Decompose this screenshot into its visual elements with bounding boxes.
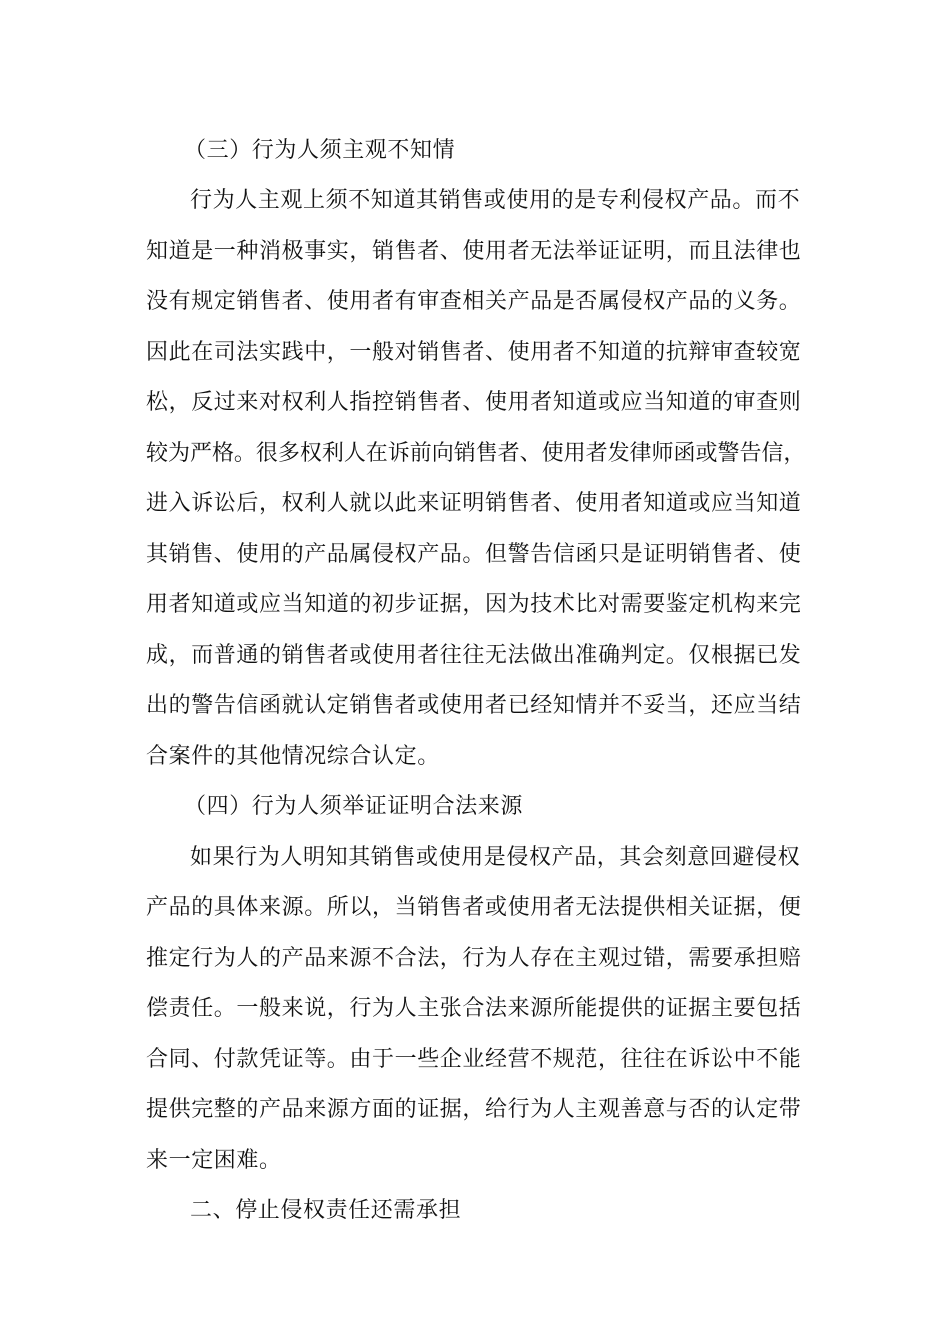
paragraph-line: 产品的具体来源。所以，当销售者或使用者无法提供相关证据，便 <box>146 895 802 920</box>
paragraph-line: 成，而普通的销售者或使用者往往无法做出准确判定。仅根据已发 <box>146 643 802 668</box>
paragraph-line: 如果行为人明知其销售或使用是侵权产品，其会刻意回避侵权 <box>190 845 801 870</box>
paragraph-line: 知道是一种消极事实，销售者、使用者无法举证证明，而且法律也 <box>146 239 802 264</box>
paragraph-line: 其销售、使用的产品属侵权产品。但警告信函只是证明销售者、使 <box>146 542 802 567</box>
subheading-3: （三）行为人须主观不知情 <box>184 138 456 163</box>
paragraph-line: 出的警告信函就认定销售者或使用者已经知情并不妥当，还应当结 <box>146 693 802 718</box>
paragraph-line: 松，反过来对权利人指控销售者、使用者知道或应当知道的审查则 <box>146 390 802 415</box>
paragraph-line: 提供完整的产品来源方面的证据，给行为人主观善意与否的认定带 <box>146 1097 802 1122</box>
paragraph-line: 来一定困难。 <box>146 1148 282 1173</box>
paragraph-line: 推定行为人的产品来源不合法，行为人存在主观过错，需要承担赔 <box>146 946 802 971</box>
paragraph-line: 偿责任。一般来说，行为人主张合法来源所能提供的证据主要包括 <box>146 996 802 1021</box>
paragraph-line: 因此在司法实践中，一般对销售者、使用者不知道的抗辩审查较宽 <box>146 340 802 365</box>
paragraph-line: 没有规定销售者、使用者有审查相关产品是否属侵权产品的义务。 <box>146 289 802 314</box>
paragraph-line: 行为人主观上须不知道其销售或使用的是专利侵权产品。而不 <box>190 188 801 213</box>
paragraph-line: 进入诉讼后，权利人就以此来证明销售者、使用者知道或应当知道 <box>146 491 802 516</box>
paragraph-line: 合同、付款凭证等。由于一些企业经营不规范，往往在诉讼中不能 <box>146 1047 802 1072</box>
paragraph-line: 用者知道或应当知道的初步证据，因为技术比对需要鉴定机构来完 <box>146 592 802 617</box>
paragraph-line: 合案件的其他情况综合认定。 <box>146 744 440 769</box>
section-heading-2: 二、停止侵权责任还需承担 <box>190 1198 462 1223</box>
subheading-4: （四）行为人须举证证明合法来源 <box>184 794 524 819</box>
paragraph-line: 较为严格。很多权利人在诉前向销售者、使用者发律师函或警告信， <box>146 441 806 466</box>
